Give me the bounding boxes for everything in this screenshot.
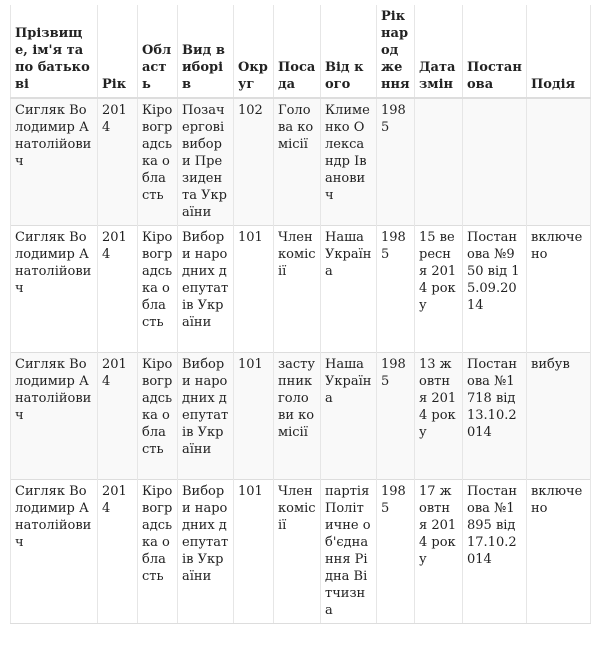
header-event: Подія bbox=[527, 5, 591, 98]
header-region: Область bbox=[138, 5, 178, 98]
table-row bbox=[11, 225, 591, 352]
cell-position: Член комісії bbox=[274, 225, 321, 352]
header-year: Рік bbox=[98, 5, 138, 98]
cell-region: Кіровоградська область bbox=[138, 479, 178, 623]
cell-district: 101 bbox=[234, 479, 274, 623]
commission-records-table-container bbox=[10, 5, 590, 624]
cell-election-type: Вибори народних депутатів України bbox=[178, 479, 234, 623]
cell-district: 101 bbox=[234, 352, 274, 479]
cell-name: Сигляк Володимир Анатолійович bbox=[11, 225, 98, 352]
cell-birth-year: 1985 bbox=[377, 225, 415, 352]
table-row bbox=[11, 98, 591, 225]
cell-birth-year: 1985 bbox=[377, 352, 415, 479]
table-row bbox=[11, 479, 591, 623]
header-position: Посада bbox=[274, 5, 321, 98]
cell-position: заступник голови комісії bbox=[274, 352, 321, 479]
cell-region: Кіровоградська область bbox=[138, 352, 178, 479]
cell-change-date: 15 вересня 2014 року bbox=[415, 225, 463, 352]
cell-from: Наша Україна bbox=[321, 352, 377, 479]
cell-district: 101 bbox=[234, 225, 274, 352]
cell-region: Кіровоградська область bbox=[138, 225, 178, 352]
cell-name: Сигляк Володимир Анатолійович bbox=[11, 479, 98, 623]
cell-resolution: Постанова №1718 від 13.10.2014 bbox=[463, 352, 527, 479]
commission-records-table bbox=[10, 5, 591, 624]
header-from: Від кого bbox=[321, 5, 377, 98]
cell-birth-year: 1985 bbox=[377, 479, 415, 623]
cell-birth-year: 1985 bbox=[377, 98, 415, 225]
header-row bbox=[11, 5, 591, 98]
cell-change-date: 17 жовтня 2014 року bbox=[415, 479, 463, 623]
cell-year: 2014 bbox=[98, 225, 138, 352]
cell-from: Наша Україна bbox=[321, 225, 377, 352]
cell-change-date: 13 жовтня 2014 року bbox=[415, 352, 463, 479]
cell-district: 102 bbox=[234, 98, 274, 225]
cell-election-type: Вибори народних депутатів України bbox=[178, 352, 234, 479]
cell-election-type: Вибори народних депутатів України bbox=[178, 225, 234, 352]
cell-name: Сигляк Володимир Анатолійович bbox=[11, 98, 98, 225]
cell-resolution bbox=[463, 98, 527, 225]
cell-region: Кіровоградська область bbox=[138, 98, 178, 225]
header-resolution: Постанова bbox=[463, 5, 527, 98]
cell-year: 2014 bbox=[98, 479, 138, 623]
cell-from: партія Політичне об'єднання Рідна Вітчизна bbox=[321, 479, 377, 623]
header-election-type: Вид виборів bbox=[178, 5, 234, 98]
cell-event: вибув bbox=[527, 352, 591, 479]
cell-year: 2014 bbox=[98, 98, 138, 225]
cell-position: Член комісії bbox=[274, 479, 321, 623]
cell-from: Клименко Олександр Іванович bbox=[321, 98, 377, 225]
cell-election-type: Позачергові вибори Президента України bbox=[178, 98, 234, 225]
cell-event: включено bbox=[527, 479, 591, 623]
table-row bbox=[11, 352, 591, 479]
cell-name: Сигляк Володимир Анатолійович bbox=[11, 352, 98, 479]
cell-change-date bbox=[415, 98, 463, 225]
cell-event bbox=[527, 98, 591, 225]
cell-resolution: Постанова №950 від 15.09.2014 bbox=[463, 225, 527, 352]
cell-event: включено bbox=[527, 225, 591, 352]
header-birth-year: Рік народження bbox=[377, 5, 415, 98]
header-name: Прізвище, ім'я та по батькові bbox=[11, 5, 98, 98]
cell-year: 2014 bbox=[98, 352, 138, 479]
cell-resolution: Постанова №1895 від 17.10.2014 bbox=[463, 479, 527, 623]
header-change-date: Дата змін bbox=[415, 5, 463, 98]
header-district: Округ bbox=[234, 5, 274, 98]
cell-position: Голова комісії bbox=[274, 98, 321, 225]
